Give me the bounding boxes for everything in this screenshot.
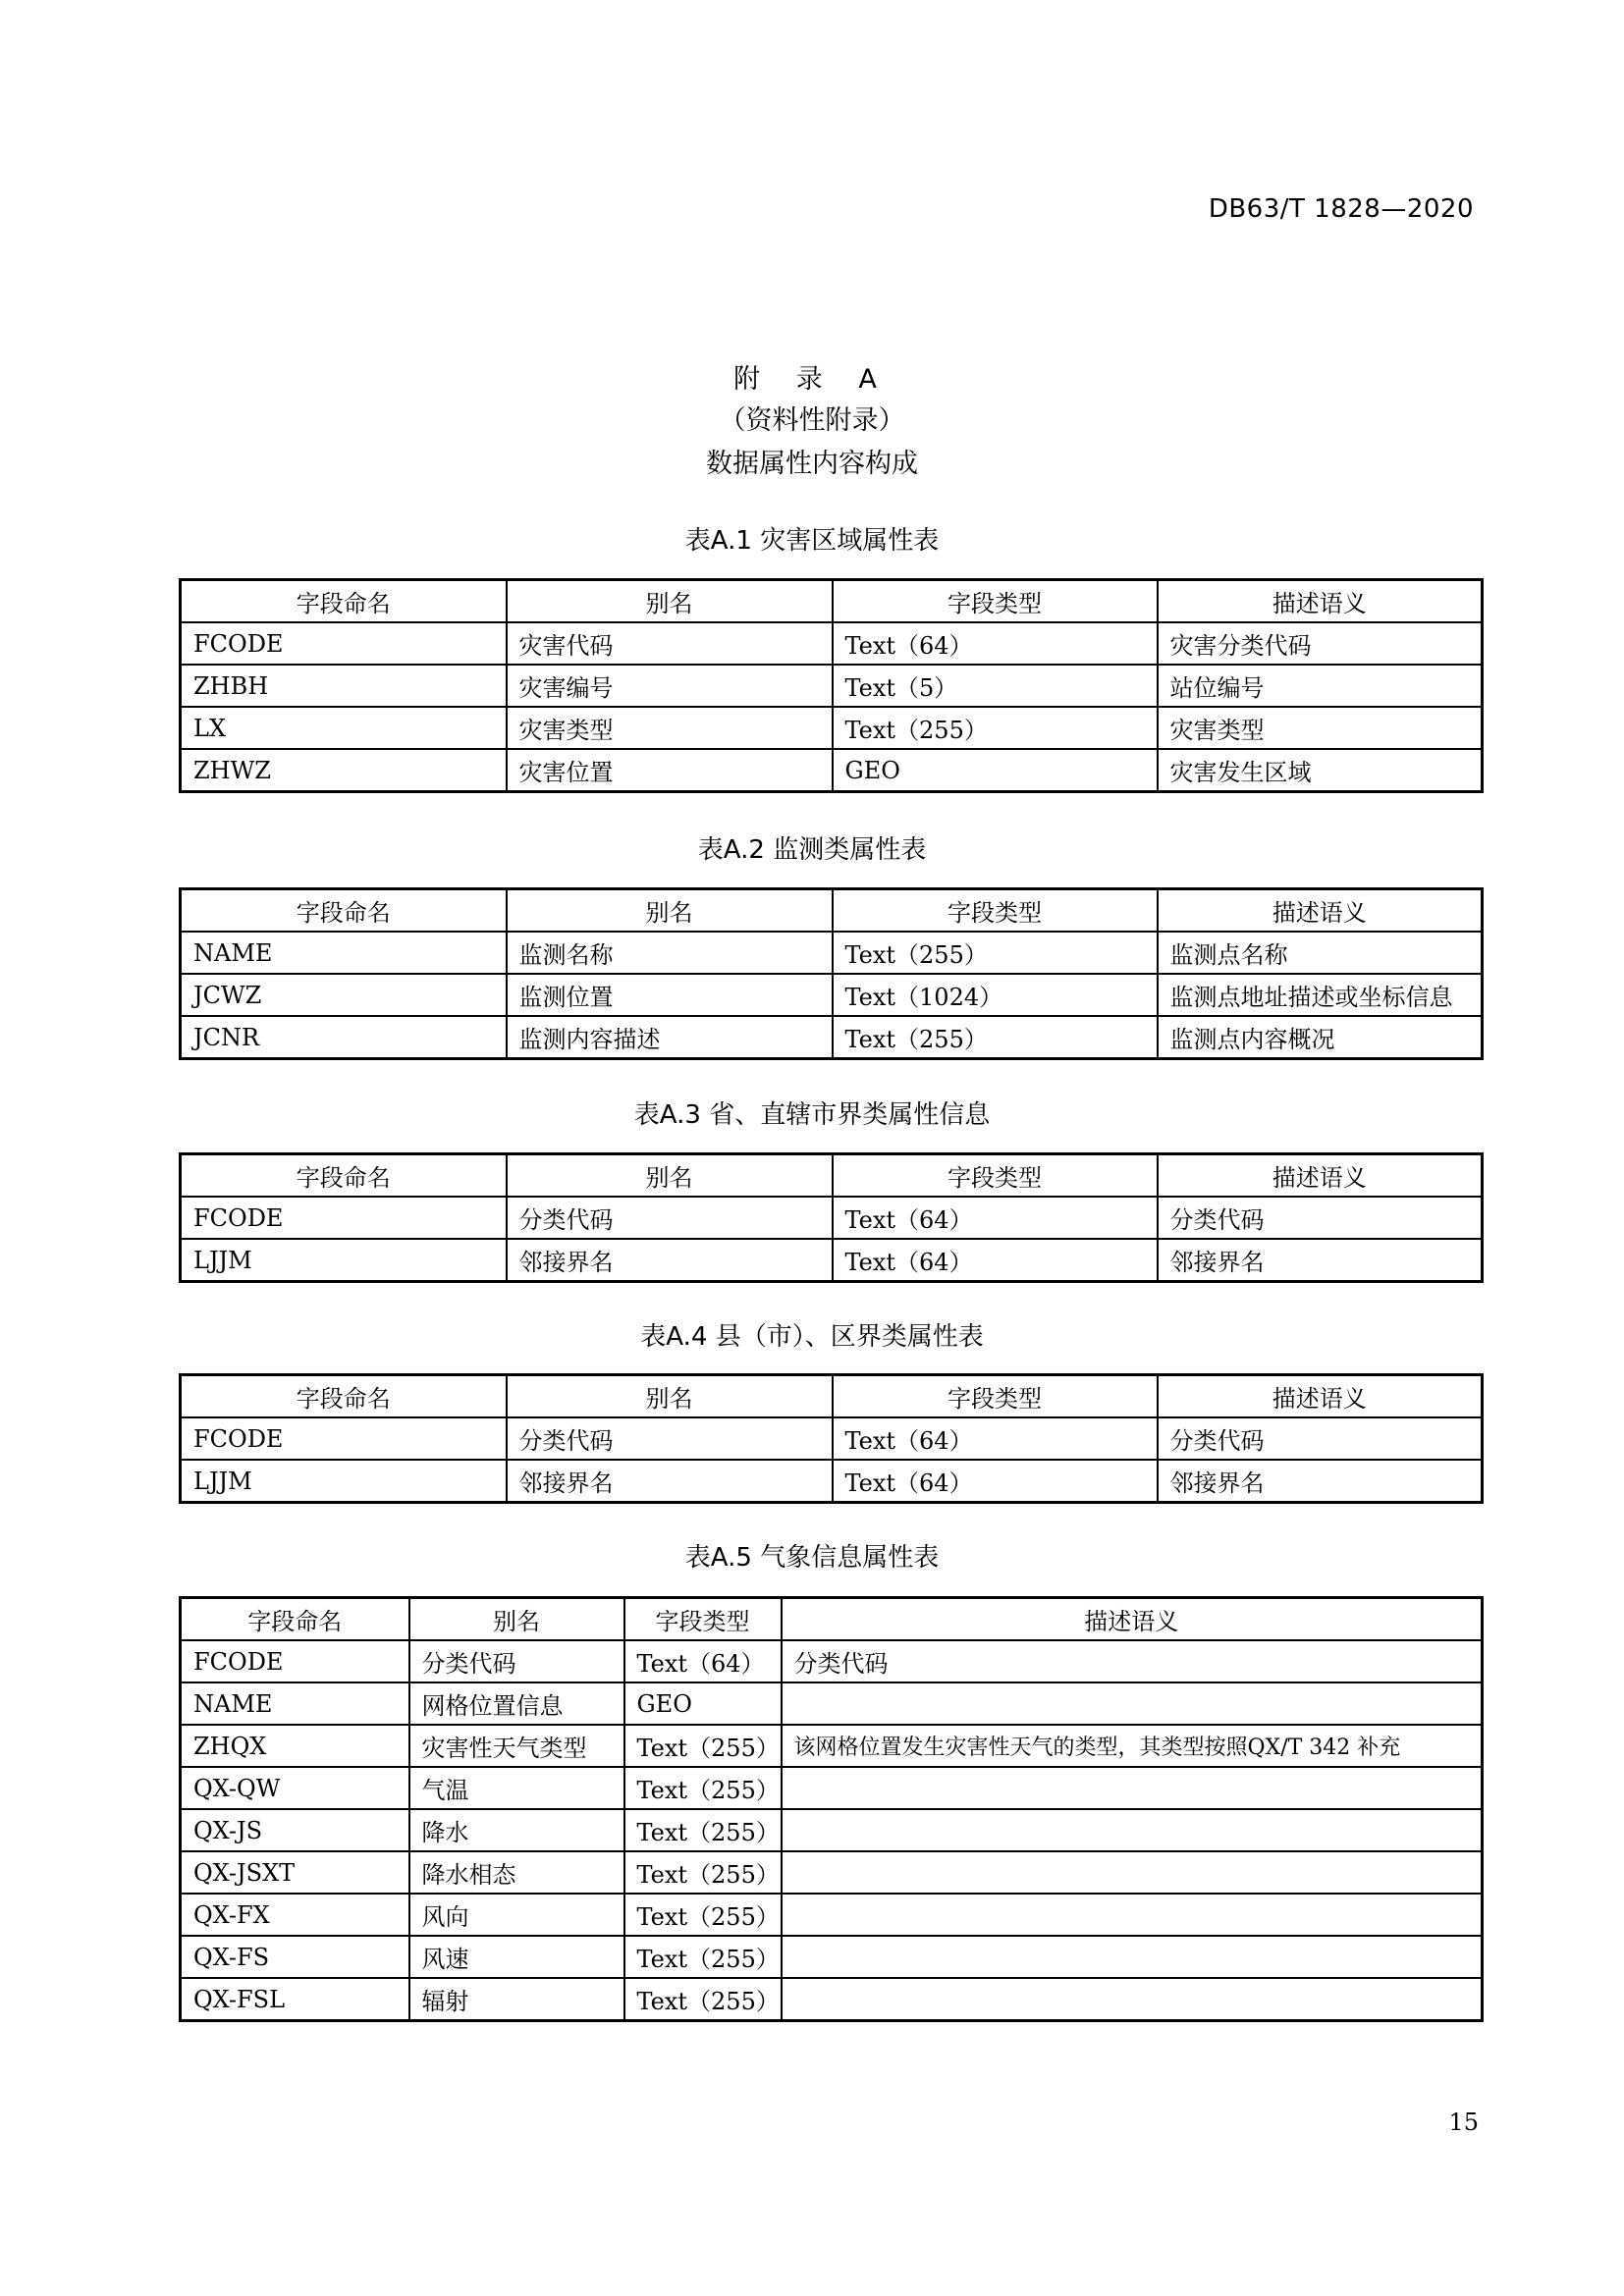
table-cell: 监测位置: [507, 974, 833, 1016]
table-row: [181, 1894, 1483, 1936]
table-cell: 监测内容描述: [507, 1016, 833, 1059]
table-cell: Text（255）: [624, 1978, 782, 2021]
table-cell: QX-FSL: [181, 1978, 409, 2021]
table-cell: [782, 1851, 1483, 1894]
header-cell: 描述语义: [1158, 889, 1483, 933]
table-cell: 分类代码: [409, 1640, 624, 1682]
table-cell: [782, 1767, 1483, 1809]
table-a1-caption: 表A.1 灾害区域属性表: [684, 526, 940, 556]
table-a4-caption: 表A.4 县（市）、区界类属性表: [640, 1322, 984, 1352]
header-cell: 别名: [507, 889, 833, 933]
table-cell: 灾害位置: [507, 749, 833, 792]
table-a2-caption: 表A.2 监测类属性表: [697, 835, 927, 865]
header-cell: 字段类型: [833, 1154, 1158, 1198]
table-cell: 降水: [409, 1809, 624, 1851]
table-row: [181, 707, 1483, 749]
table-cell: [782, 1894, 1483, 1936]
table-cell: 分类代码: [1158, 1417, 1483, 1460]
table-cell: 灾害性天气类型: [409, 1725, 624, 1767]
table-cell: QX-FS: [181, 1936, 409, 1978]
table-cell: JCWZ: [181, 974, 507, 1016]
table-row: [181, 622, 1483, 665]
appendix-nature: （资料性附录）: [719, 405, 905, 436]
header-cell: 描述语义: [1158, 1375, 1483, 1418]
table-cell: QX-JSXT: [181, 1851, 409, 1894]
table-header-row: [181, 889, 1483, 933]
table-a1: [179, 578, 1484, 793]
table-row: [181, 1239, 1483, 1282]
table-cell: 监测点地址描述或坐标信息: [1158, 974, 1483, 1016]
table-a2: [179, 887, 1484, 1060]
table-row: [181, 1725, 1483, 1767]
table-cell: Text（255）: [624, 1725, 782, 1767]
header-cell: 字段类型: [833, 1375, 1158, 1418]
table-cell: [782, 1936, 1483, 1978]
table-cell: Text（64）: [833, 1417, 1158, 1460]
table-cell: 站位编号: [1158, 665, 1483, 707]
table-cell: 网格位置信息: [409, 1682, 624, 1725]
table-row: [181, 665, 1483, 707]
table-row: [181, 1417, 1483, 1460]
table-cell: ZHQX: [181, 1725, 409, 1767]
header-cell: 别名: [507, 1154, 833, 1198]
table-cell: 监测名称: [507, 932, 833, 974]
table-cell: 该网格位置发生灾害性天气的类型，其类型按照QX/T 342 补充: [782, 1725, 1483, 1767]
page-number: 15: [1448, 2109, 1479, 2136]
table-cell: QX-FX: [181, 1894, 409, 1936]
table-cell: Text（64）: [833, 1239, 1158, 1282]
table-cell: Text（64）: [624, 1640, 782, 1682]
table-cell: 灾害类型: [507, 707, 833, 749]
table-cell: Text（255）: [624, 1767, 782, 1809]
table-cell: 气温: [409, 1767, 624, 1809]
table-cell: [782, 1682, 1483, 1725]
table-cell: [782, 1809, 1483, 1851]
table-cell: FCODE: [181, 1197, 507, 1239]
table-row: [181, 974, 1483, 1016]
table-cell: Text（255）: [833, 1016, 1158, 1059]
header-cell: 别名: [507, 1375, 833, 1418]
table-cell: NAME: [181, 932, 507, 974]
table-cell: 分类代码: [507, 1417, 833, 1460]
table-cell: 降水相态: [409, 1851, 624, 1894]
table-row: [181, 932, 1483, 974]
table-cell: 分类代码: [782, 1640, 1483, 1682]
table-row: [181, 1851, 1483, 1894]
header-cell: 别名: [507, 580, 833, 623]
header-cell: 别名: [409, 1598, 624, 1641]
table-header-row: [181, 1598, 1483, 1641]
header-cell: 字段命名: [181, 580, 507, 623]
table-cell: 监测点内容概况: [1158, 1016, 1483, 1059]
appendix-title: 附 录 A: [733, 364, 891, 395]
table-cell: 邻接界名: [507, 1239, 833, 1282]
table-cell: 灾害类型: [1158, 707, 1483, 749]
table-cell: GEO: [833, 749, 1158, 792]
table-row: [181, 1936, 1483, 1978]
table-header-row: [181, 1375, 1483, 1418]
table-cell: Text（255）: [833, 932, 1158, 974]
table-a3-caption: 表A.3 省、直辖市界类属性信息: [633, 1100, 991, 1130]
header-cell: 描述语义: [782, 1598, 1483, 1641]
table-cell: Text（255）: [624, 1809, 782, 1851]
table-row: [181, 1016, 1483, 1059]
table-cell: FCODE: [181, 622, 507, 665]
table-cell: Text（64）: [833, 1460, 1158, 1503]
table-cell: 风向: [409, 1894, 624, 1936]
table-cell: 灾害代码: [507, 622, 833, 665]
table-row: [181, 1682, 1483, 1725]
table-a5-caption: 表A.5 气象信息属性表: [684, 1543, 940, 1573]
table-cell: QX-JS: [181, 1809, 409, 1851]
table-cell: 灾害分类代码: [1158, 622, 1483, 665]
header-cell: 字段命名: [181, 1154, 507, 1198]
table-cell: JCNR: [181, 1016, 507, 1059]
table-cell: Text（255）: [624, 1936, 782, 1978]
table-cell: 监测点名称: [1158, 932, 1483, 974]
table-a5: [179, 1596, 1484, 2022]
table-header-row: [181, 580, 1483, 623]
table-cell: GEO: [624, 1682, 782, 1725]
table-cell: FCODE: [181, 1640, 409, 1682]
table-row: [181, 749, 1483, 792]
header-cell: 字段类型: [833, 580, 1158, 623]
header-cell: 字段命名: [181, 1598, 409, 1641]
table-cell: [782, 1978, 1483, 2021]
table-cell: 邻接界名: [1158, 1239, 1483, 1282]
table-cell: QX-QW: [181, 1767, 409, 1809]
header-cell: 字段命名: [181, 1375, 507, 1418]
table-a3: [179, 1152, 1484, 1283]
table-a4: [179, 1373, 1484, 1504]
table-cell: FCODE: [181, 1417, 507, 1460]
table-cell: 灾害编号: [507, 665, 833, 707]
header-cell: 字段类型: [833, 889, 1158, 933]
table-cell: Text（1024）: [833, 974, 1158, 1016]
table-cell: ZHWZ: [181, 749, 507, 792]
table-cell: 辐射: [409, 1978, 624, 2021]
table-row: [181, 1809, 1483, 1851]
document-code: DB63/T 1828—2020: [1208, 194, 1474, 224]
table-row: [181, 1978, 1483, 2021]
table-row: [181, 1767, 1483, 1809]
table-cell: Text（255）: [624, 1894, 782, 1936]
table-cell: 灾害发生区域: [1158, 749, 1483, 792]
table-cell: NAME: [181, 1682, 409, 1725]
header-cell: 描述语义: [1158, 1154, 1483, 1198]
table-cell: LJJM: [181, 1239, 507, 1282]
table-cell: 分类代码: [507, 1197, 833, 1239]
table-cell: 邻接界名: [1158, 1460, 1483, 1503]
table-row: [181, 1460, 1483, 1503]
table-row: [181, 1640, 1483, 1682]
table-cell: LJJM: [181, 1460, 507, 1503]
table-row: [181, 1197, 1483, 1239]
table-cell: LX: [181, 707, 507, 749]
table-cell: 分类代码: [1158, 1197, 1483, 1239]
table-cell: Text（64）: [833, 1197, 1158, 1239]
header-cell: 字段类型: [624, 1598, 782, 1641]
header-cell: 字段命名: [181, 889, 507, 933]
table-cell: 风速: [409, 1936, 624, 1978]
table-cell: ZHBH: [181, 665, 507, 707]
table-cell: 邻接界名: [507, 1460, 833, 1503]
table-header-row: [181, 1154, 1483, 1198]
table-cell: Text（255）: [624, 1851, 782, 1894]
header-cell: 描述语义: [1158, 580, 1483, 623]
table-cell: Text（255）: [833, 707, 1158, 749]
appendix-subject: 数据属性内容构成: [706, 449, 918, 479]
table-cell: Text（64）: [833, 622, 1158, 665]
table-cell: Text（5）: [833, 665, 1158, 707]
